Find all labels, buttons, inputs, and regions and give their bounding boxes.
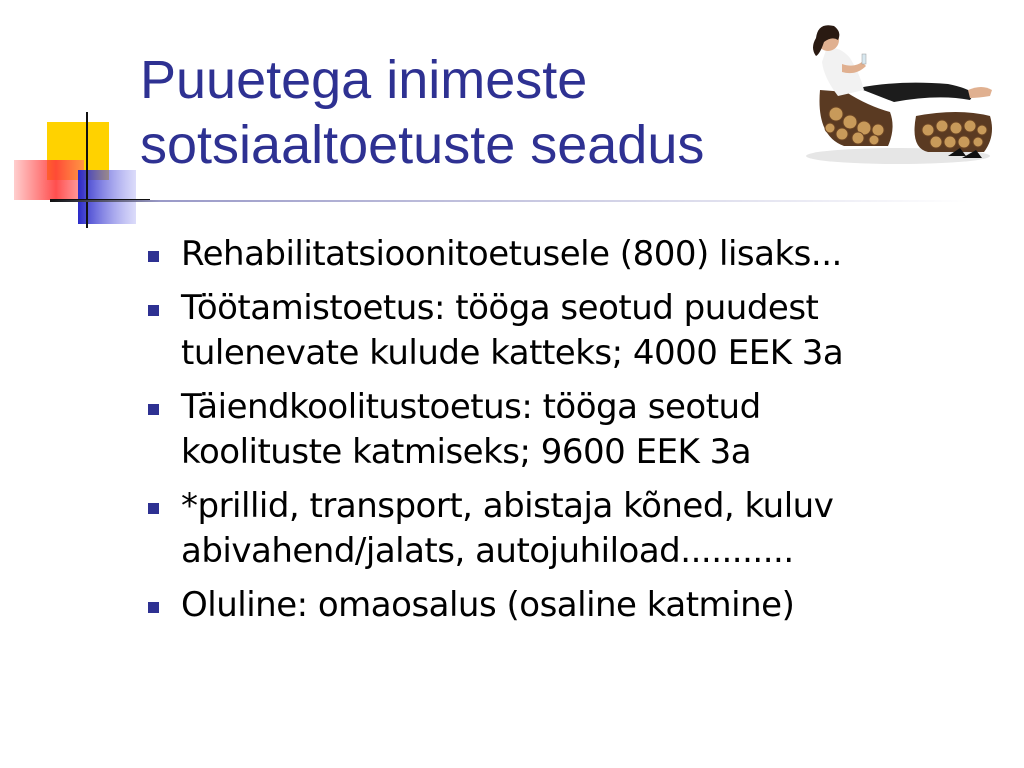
square-bullet-icon <box>148 305 159 316</box>
list-item <box>148 286 1008 376</box>
list-item <box>148 232 1008 277</box>
square-bullet-icon <box>148 404 159 415</box>
bullet-list <box>148 232 1008 637</box>
list-item <box>148 583 1008 628</box>
list-item <box>148 484 1008 574</box>
slide-title <box>140 48 800 178</box>
list-item-text: Rehabilitatsioonitoetusele (800) lisaks... <box>181 234 842 274</box>
list-item <box>148 385 1008 475</box>
list-item-text: Oluline: omaosalus (osaline katmine) <box>181 585 795 625</box>
list-item-text: abivahend/jalats, autojuhiload........... <box>181 531 794 571</box>
title-line: sotsiaaltoetuste seadus <box>140 115 705 175</box>
title-divider <box>50 200 970 202</box>
list-item-text: tulenevate kulude katteks; 4000 EEK 3a <box>181 333 844 373</box>
square-bullet-icon <box>148 503 159 514</box>
woman-lounge-chair-photo <box>798 18 1002 168</box>
square-bullet-icon <box>148 251 159 262</box>
list-item-text: Töötamistoetus: tööga seotud puudest <box>181 288 819 328</box>
list-item-text: *prillid, transport, abistaja kõned, kuluv <box>181 486 834 526</box>
colored-squares-logo-icon <box>0 0 150 240</box>
deco-red-square <box>14 160 84 200</box>
title-line: Puuetega inimeste <box>140 50 588 110</box>
list-item-text: Täiendkoolitustoetus: tööga seotud <box>181 387 761 427</box>
list-item-text: koolituste katmiseks; 9600 EEK 3a <box>181 432 752 472</box>
square-bullet-icon <box>148 602 159 613</box>
